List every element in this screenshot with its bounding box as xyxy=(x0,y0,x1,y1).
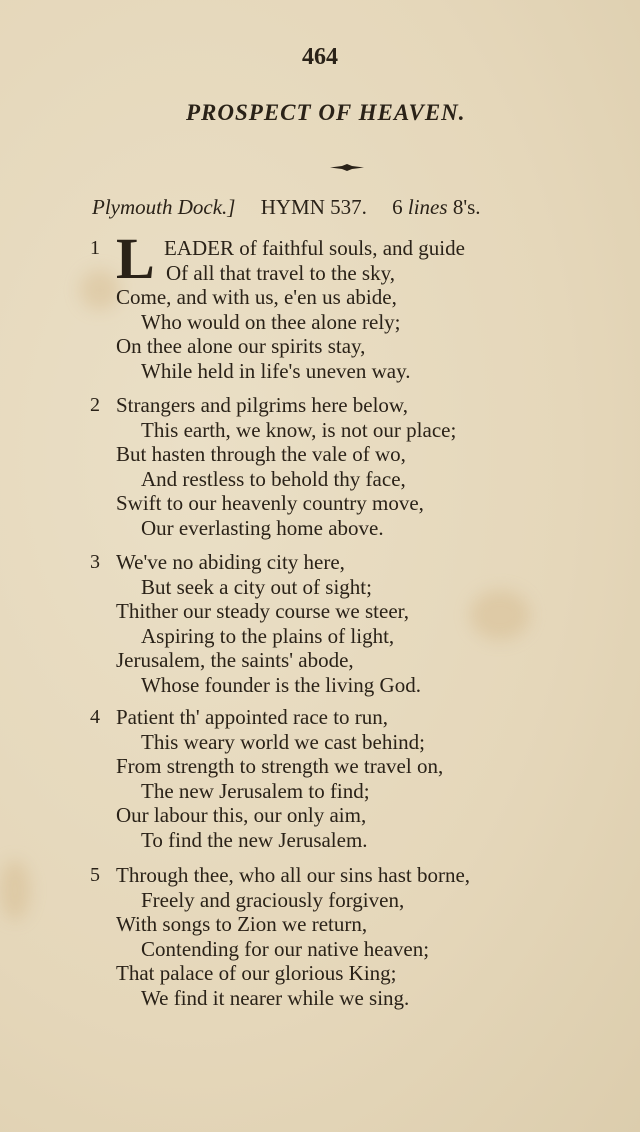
hymn-header xyxy=(92,195,562,220)
stanza-number: 3 xyxy=(90,551,100,573)
stanza-number: 2 xyxy=(90,394,100,416)
meter xyxy=(392,195,480,219)
verse-line: Thither our steady course we steer, xyxy=(116,599,410,624)
verse-line: That palace of our glorious King; xyxy=(116,961,397,986)
meter-count: 6 xyxy=(392,195,403,219)
stanza-number: 1 xyxy=(90,237,100,259)
verse-line: EADER of faithful souls, and guide xyxy=(164,236,465,260)
verse-line: From strength to strength we travel on, xyxy=(116,754,444,779)
verse-line: Our labour this, our only aim, xyxy=(116,803,367,828)
drop-cap: L xyxy=(116,226,155,291)
meter-word: lines xyxy=(407,195,448,219)
verse-line: While held in life's uneven way. xyxy=(141,359,411,383)
verse-line: But seek a city out of sight; xyxy=(141,574,372,599)
hymn-number: HYMN 537. xyxy=(260,195,367,219)
verse-line: Jerusalem, the saints' abode, xyxy=(116,648,354,673)
verse-line: This earth, we know, is not our place; xyxy=(141,417,457,442)
paper-stain xyxy=(80,270,120,310)
verse-line: The new Jerusalem to find; xyxy=(141,778,370,803)
verse-line: Whose founder is the living God. xyxy=(141,673,421,697)
paper-stain xyxy=(0,860,30,920)
stanza-number: 4 xyxy=(90,706,100,728)
verse-line: Come, and with us, e'en us abide, xyxy=(116,285,397,310)
verse-line: But hasten through the vale of wo, xyxy=(116,442,406,467)
verse-line: Contending for our native heaven; xyxy=(141,936,430,961)
verse-line: Swift to our heavenly country move, xyxy=(116,491,424,516)
verse-line: With songs to Zion we return, xyxy=(116,912,368,937)
verse-line: And restless to behold thy face, xyxy=(141,466,406,491)
verse-line: Strangers and pilgrims here below, xyxy=(116,393,408,417)
verse-line: Through thee, who all our sins hast borne, xyxy=(116,863,471,887)
verse-line: Of all that travel to the sky, xyxy=(166,260,395,285)
section-title: PROSPECT OF HEAVEN. xyxy=(186,100,466,125)
verse-line: On thee alone our spirits stay, xyxy=(116,334,366,359)
stanza-number: 5 xyxy=(90,864,100,886)
verse-line: Our everlasting home above. xyxy=(141,516,384,540)
verse-line: To find the new Jerusalem. xyxy=(141,828,368,852)
verse-line: We find it nearer while we sing. xyxy=(141,986,410,1010)
ornament-divider-icon xyxy=(330,164,364,171)
verse-line: Aspiring to the plains of light, xyxy=(141,623,395,648)
tune-name: Plymouth Dock.] xyxy=(92,195,236,219)
verse-line: Freely and graciously forgiven, xyxy=(141,887,405,912)
verse-line: Who would on thee alone rely; xyxy=(141,309,401,334)
paper-stain xyxy=(470,590,530,640)
page-number: 464 xyxy=(302,44,338,70)
meter-suffix: 8's. xyxy=(452,195,481,219)
verse-line: Patient th' appointed race to run, xyxy=(116,705,389,729)
verse-line: We've no abiding city here, xyxy=(116,550,345,574)
verse-line: This weary world we cast behind; xyxy=(141,729,426,754)
